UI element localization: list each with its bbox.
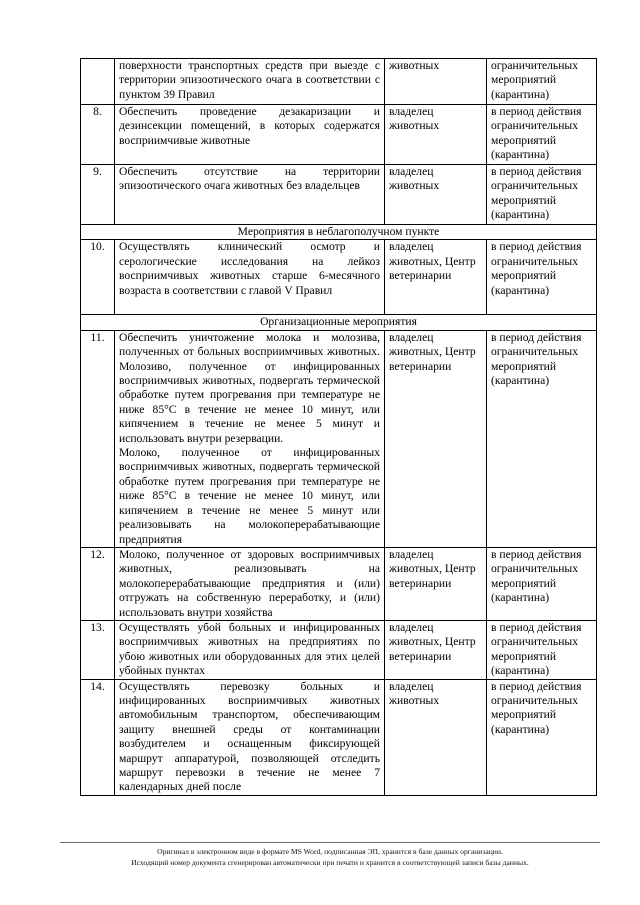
action-cell: Осуществлять убой больных и инфицированных восприимчивых животных на предприятиях по убою животных или оборудованных для этих целей убойных пунктах — [115, 620, 385, 679]
row-number — [81, 59, 115, 105]
row-number: 8. — [81, 105, 115, 165]
footer-line: Исходящий номер документа сгенерирован автоматически при печати и хранится в соответствующей записи базы данных. — [131, 858, 529, 867]
action-cell — [115, 330, 385, 547]
responsible-cell: владелец животных, Центр ветеринарии — [385, 330, 487, 547]
table-row — [81, 165, 597, 225]
action-cell: Осуществлять перевозку больных и инфицированных восприимчивых животных автомобильным транспортом, обеспечивающим защиту внешней среды от контаминации возбудителем и оснащенным фиксирующей маршрут аппаратурой, позволяющей отследить маршрут перевозки в течение не менее 7 календарных дней после — [115, 679, 385, 795]
footer-line: Оригинал в электронном виде в формате MS Word, подписанная ЭП, хранится в базе данных организации. — [157, 847, 503, 856]
responsible-cell: владелец животных — [385, 679, 487, 795]
table-row — [81, 679, 597, 795]
term-cell: в период действия ограничительных мероприятий (карантина) — [487, 620, 597, 679]
responsible-cell: владелец животных — [385, 105, 487, 165]
section-header-row — [81, 225, 597, 240]
responsible-cell: владелец животных, Центр ветеринарии — [385, 240, 487, 315]
term-cell: ограничительных мероприятий (карантина) — [487, 59, 597, 105]
row-number: 12. — [81, 547, 115, 620]
term-cell: в период действия ограничительных мероприятий (карантина) — [487, 240, 597, 315]
action-paragraph: Молоко, полученное от инфицированных восприимчивых животных, подвергать термической обработке путем прогревания при температуре не ниже 85°С в течение не менее 10 минут, или кипячением в течение не менее 5 минут или реализовывать на молокоперерабатывающие предприятия — [119, 446, 380, 546]
table-row — [81, 240, 597, 315]
action-cell: Обеспечить проведение дезакаризации и дезинсекции помещений, в которых содержатся восприимчивые животные — [115, 105, 385, 165]
term-cell: в период действия ограничительных мероприятий (карантина) — [487, 105, 597, 165]
term-cell: в период действия ограничительных мероприятий (карантина) — [487, 547, 597, 620]
section-header-row — [81, 315, 597, 330]
action-cell: Осуществлять клинический осмотр и серологические исследования на лейкоз восприимчивых животных старше 6-месячного возраста в соответствии с главой V Правил — [115, 240, 385, 315]
table-row — [81, 620, 597, 679]
responsible-cell: владелец животных — [385, 165, 487, 225]
row-number: 14. — [81, 679, 115, 795]
term-cell: в период действия ограничительных мероприятий (карантина) — [487, 330, 597, 547]
table-row — [81, 105, 597, 165]
table-row — [81, 59, 597, 105]
responsible-cell: животных — [385, 59, 487, 105]
action-cell: поверхности транспортных средств при выезде с территории эпизоотического очага в соответствии с пунктом 39 Правил — [115, 59, 385, 105]
table-row — [81, 547, 597, 620]
document-footer — [60, 842, 600, 868]
section-title: Организационные мероприятия — [81, 315, 597, 330]
term-cell: в период действия ограничительных мероприятий (карантина) — [487, 165, 597, 225]
row-number: 11. — [81, 330, 115, 547]
row-number: 9. — [81, 165, 115, 225]
section-title: Мероприятия в неблагополучном пункте — [81, 225, 597, 240]
action-cell: Молоко, полученное от здоровых восприимчивых животных, реализовывать на молокоперерабатывающие предприятия и (или) отгружать на собственную переработку, и (или) использовать внутри хозяйства — [115, 547, 385, 620]
term-cell: в период действия ограничительных мероприятий (карантина) — [487, 679, 597, 795]
measures-table — [80, 58, 597, 796]
responsible-cell: владелец животных, Центр ветеринарии — [385, 620, 487, 679]
row-number: 10. — [81, 240, 115, 315]
table-row — [81, 330, 597, 547]
row-number: 13. — [81, 620, 115, 679]
responsible-cell: владелец животных, Центр ветеринарии — [385, 547, 487, 620]
action-cell: Обеспечить отсутствие на территории эпизоотического очага животных без владельцев — [115, 165, 385, 225]
action-paragraph: Обеспечить уничтожение молока и молозива, полученных от больных восприимчивых животных. Молозиво, полученное от инфицированных восприимчивых животных, подвергать термической обработке путем прогревания при температуре не ниже 85°С в течение не менее 10 минут, или кипячением в течение не менее 5 минут и использовать внутри резервации. — [119, 330, 380, 445]
